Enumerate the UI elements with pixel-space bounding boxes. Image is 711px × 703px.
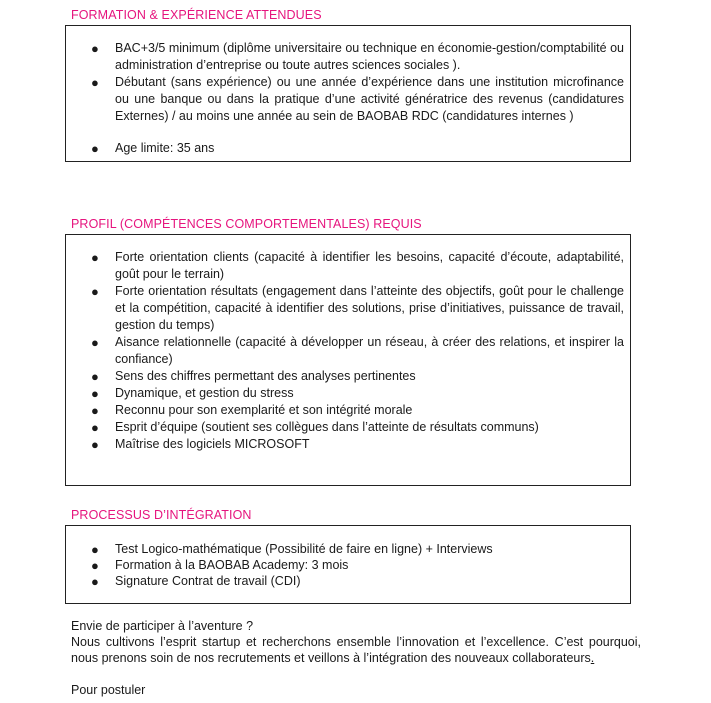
outro-paragraph: Nous cultivons l’esprit startup et recherchons ensemble l’innovation et l’excellence. C’est pourquoi, nous prenons soin de nos recrutements et veillons à l’intégration des nouveaux collaborateurs.	[71, 635, 641, 665]
list-item: ● Reconnu pour son exemplarité et son intégrité morale	[91, 403, 413, 418]
bullet-icon: ●	[91, 420, 99, 435]
list-item: ● Age limite: 35 ans	[91, 141, 215, 156]
section-title-processus: PROCESSUS D’INTÉGRATION	[71, 508, 252, 522]
list-item: ● Maîtrise des logiciels MICROSOFT	[91, 437, 310, 452]
outro-question: Envie de participer à l’aventure ?	[71, 619, 254, 633]
list-item: ● Débutant (sans expérience) ou une année d’expérience dans une institution microfinance ou une banque ou dans la pratique d’une activité génératrice des revenus (candidatures Externes) / au moins une année au sein de BAOBAB RDC (candidatures internes )	[91, 75, 624, 123]
list-item: ● Dynamique, et gestion du stress	[91, 386, 294, 401]
list-item: ● Forte orientation clients (capacité à identifier les besoins, capacité d’écoute, adaptabilité, goût pour le terrain)	[91, 250, 624, 281]
section-title-formation: FORMATION & EXPÉRIENCE ATTENDUES	[71, 8, 322, 22]
apply-text: Pour postuler	[71, 683, 146, 697]
processus-list	[66, 541, 630, 589]
section-title-profil: PROFIL (COMPÉTENCES COMPORTEMENTALES) REQUIS	[71, 217, 422, 231]
list-item: ● Test Logico-mathématique (Possibilité de faire en ligne) + Interviews	[91, 542, 493, 557]
list-item: ● Sens des chiffres permettant des analyses pertinentes	[91, 369, 416, 384]
processus-box	[65, 525, 631, 604]
list-item: ● Formation à la BAOBAB Academy: 3 mois	[91, 558, 349, 573]
bullet-icon: ●	[91, 75, 99, 90]
bullet-icon: ●	[91, 141, 99, 156]
outro	[71, 618, 641, 698]
bullet-icon: ●	[91, 284, 99, 299]
bullet-icon: ●	[91, 386, 99, 401]
bullet-icon: ●	[91, 437, 99, 452]
profil-box	[65, 234, 631, 486]
list-item: ● Signature Contrat de travail (CDI)	[91, 574, 301, 589]
bullet-icon: ●	[91, 335, 99, 350]
bullet-icon: ●	[91, 41, 99, 56]
bullet-icon: ●	[91, 250, 99, 265]
profil-list	[66, 249, 630, 453]
bullet-icon: ●	[91, 403, 99, 418]
bullet-icon: ●	[91, 558, 99, 573]
bullet-icon: ●	[91, 369, 99, 384]
formation-list	[66, 40, 630, 157]
list-item: ● BAC+3/5 minimum (diplôme universitaire ou technique en économie-gestion/comptabilité ou administration d’entreprise ou toute autres sciences sociales ).	[91, 41, 624, 72]
list-item: ● Esprit d’équipe (soutient ses collègues dans l’atteinte de résultats communs)	[91, 420, 539, 435]
list-item: ● Aisance relationnelle (capacité à développer un réseau, à créer des relations, et inspirer la confiance)	[91, 335, 624, 366]
list-item: ● Forte orientation résultats (engagement dans l’atteinte des objectifs, goût pour le challenge et la compétition, capacité à identifier des solutions, prise d’initiatives, puissance de travail, gestion du temps)	[91, 284, 624, 332]
bullet-icon: ●	[91, 542, 99, 557]
bullet-icon: ●	[91, 574, 99, 589]
formation-box	[65, 25, 631, 162]
